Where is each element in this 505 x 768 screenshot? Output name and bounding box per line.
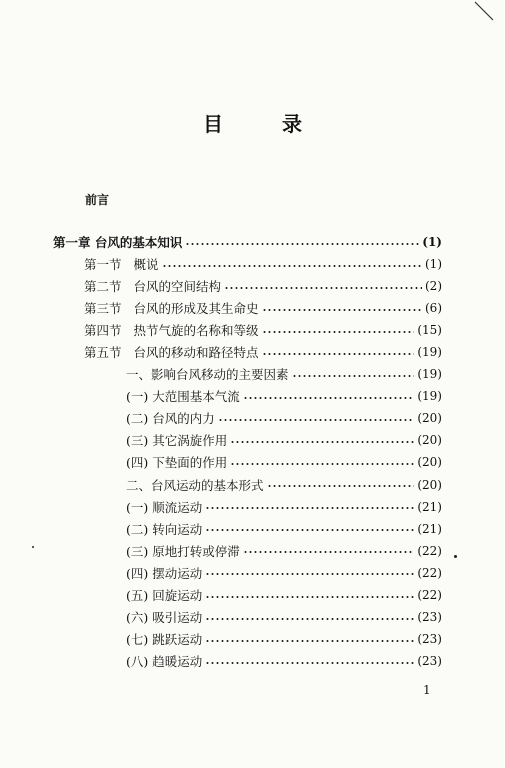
- subsection-page: (21): [417, 521, 442, 536]
- section-number: 第三节: [84, 301, 122, 316]
- subsection-label: (二) 台风的内力: [126, 411, 215, 427]
- toc-subsection-row: [126, 541, 442, 561]
- section-page: (2): [425, 279, 442, 293]
- dot-leader: [205, 662, 414, 664]
- toc-subsection-row: [126, 452, 442, 472]
- subsection-page: (19): [417, 367, 442, 381]
- toc-subsection-row: [126, 430, 442, 450]
- toc-chapter-1: [53, 232, 442, 252]
- toc-subsection-row: [126, 364, 442, 384]
- subsection-page: (23): [417, 632, 442, 647]
- subsection-label: 二、台风运动的基本形式: [126, 477, 264, 493]
- dot-leader: [230, 463, 414, 465]
- chapter-page: (1): [422, 235, 442, 249]
- dot-leader: [162, 265, 422, 267]
- toc-subsection-row: [126, 497, 442, 517]
- subsection-label: 一、影响台风移动的主要因素: [126, 367, 289, 382]
- dot-leader: [205, 573, 414, 575]
- subsection-page: (23): [417, 654, 442, 669]
- subsection-page: (21): [417, 499, 442, 514]
- section-number: 第四节: [84, 323, 122, 338]
- toc-subsection-row: [126, 629, 442, 649]
- subsection-page: (20): [417, 477, 442, 492]
- subsection-label: (二) 转向运动: [126, 521, 203, 537]
- toc-section-row: [84, 276, 442, 296]
- toc-subsection-row: [126, 585, 442, 605]
- toc-section-row: [84, 298, 442, 318]
- section-title: 热节气旋的名称和等级: [133, 323, 259, 338]
- dot-leader: [205, 640, 414, 642]
- toc-section-row: [84, 342, 442, 362]
- section-title: 概说: [133, 257, 159, 272]
- toc-section-row: [84, 320, 442, 340]
- section-page: (15): [417, 323, 442, 337]
- dot-leader: [185, 243, 419, 245]
- section-title: 台风的空间结构: [133, 279, 222, 294]
- dot-leader: [224, 287, 422, 289]
- subsection-page: (23): [417, 610, 442, 625]
- chapter-label: 第一章 台风的基本知识: [53, 235, 183, 250]
- preface-heading: 前言: [85, 193, 110, 207]
- page-title: 目 录: [203, 112, 328, 136]
- section-page: (6): [425, 301, 442, 315]
- toc-subsection-row: [126, 386, 442, 406]
- toc-subsection-row: [126, 519, 442, 539]
- dot-leader: [262, 331, 415, 333]
- page-number: 1: [423, 683, 431, 697]
- subsection-label: (八) 趋暖运动: [126, 654, 203, 670]
- toc-subsection-row: [126, 607, 442, 627]
- subsection-page: (22): [417, 565, 442, 580]
- subsection-label: (七) 跳跃运动: [126, 632, 203, 648]
- dot-leader: [262, 353, 415, 355]
- section-page: (19): [417, 345, 442, 359]
- toc-subsection-row: [126, 475, 442, 495]
- section-page: (1): [425, 257, 442, 271]
- subsection-label: (五) 回旋运动: [126, 588, 203, 603]
- dot-leader: [205, 596, 414, 598]
- dot-leader: [205, 618, 414, 620]
- dot-leader: [243, 397, 415, 399]
- section-title: 台风的移动和路径特点: [133, 345, 259, 360]
- dot-leader: [267, 485, 415, 487]
- scan-speck: [32, 546, 34, 548]
- subsection-page: (20): [417, 455, 442, 470]
- subsection-label: (一) 大范围基本气流: [126, 389, 240, 405]
- toc-section-row: [84, 254, 442, 274]
- toc-subsection-row: [126, 651, 442, 671]
- toc-subsection-row: [126, 408, 442, 428]
- subsection-label: (四) 摆动运动: [126, 565, 203, 581]
- dot-leader: [218, 419, 415, 421]
- dot-leader: [262, 309, 422, 311]
- dot-leader: [205, 529, 414, 531]
- dot-leader: [292, 375, 415, 377]
- toc-subsection-row: [126, 563, 442, 583]
- subsection-page: (20): [417, 411, 442, 426]
- scan-speck: [454, 555, 457, 558]
- dot-leader: [243, 551, 415, 553]
- section-number: 第二节: [84, 279, 122, 294]
- subsection-page: (19): [417, 389, 442, 404]
- page-fold-mark: [473, 0, 495, 22]
- subsection-label: (三) 其它涡旋作用: [126, 433, 228, 449]
- subsection-label: (六) 吸引运动: [126, 610, 203, 626]
- subsection-page: (20): [417, 433, 442, 448]
- dot-leader: [230, 441, 414, 443]
- section-title: 台风的形成及其生命史: [133, 301, 259, 316]
- subsection-label: (一) 顺流运动: [126, 499, 203, 515]
- section-number: 第五节: [84, 345, 122, 360]
- subsection-label: (四) 下垫面的作用: [126, 455, 228, 471]
- subsection-page: (22): [417, 588, 442, 602]
- dot-leader: [205, 507, 414, 509]
- subsection-label: (三) 原地打转或停滞: [126, 543, 240, 559]
- section-number: 第一节: [84, 257, 122, 272]
- subsection-page: (22): [417, 543, 442, 558]
